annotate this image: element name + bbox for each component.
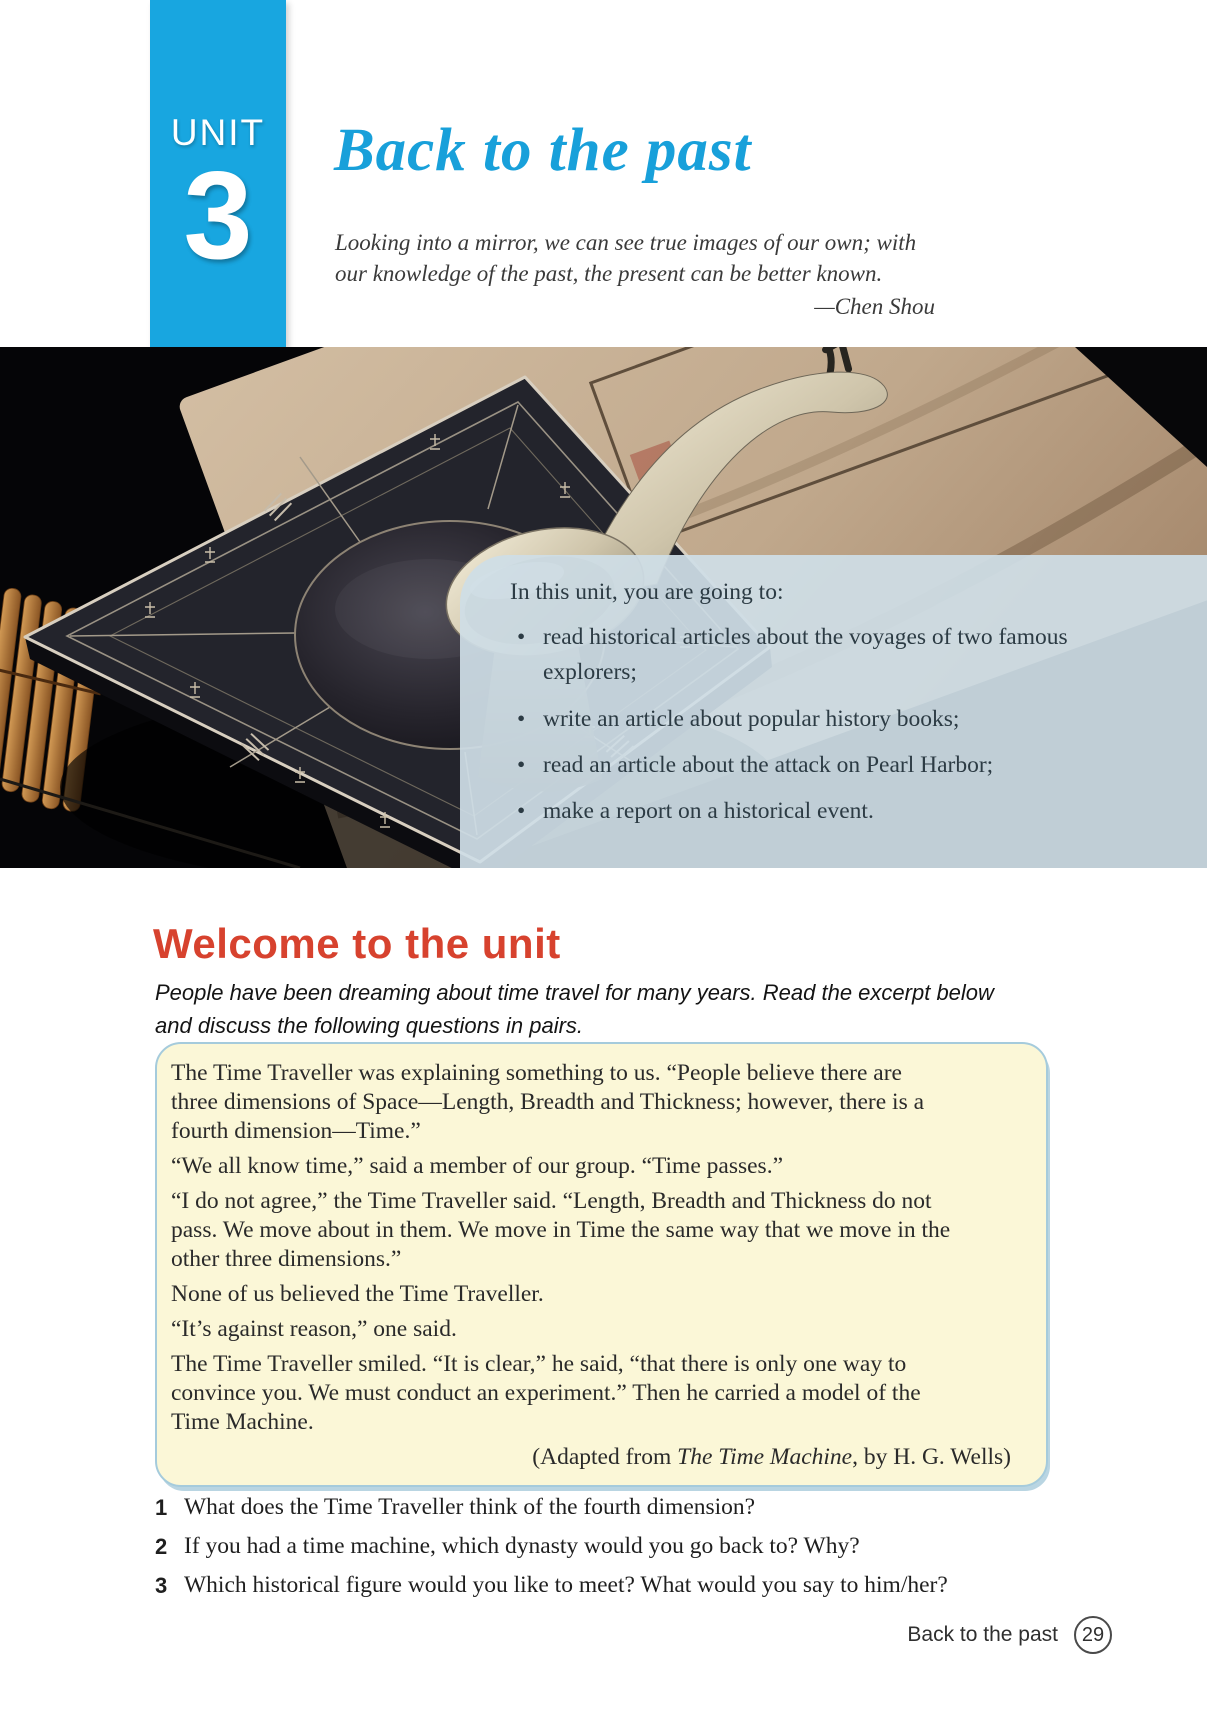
goal-item: • make a report on a historical event. xyxy=(510,794,1108,829)
credit-prefix: (Adapted from xyxy=(532,1444,678,1470)
excerpt-paragraph: The Time Traveller was explaining something to us. “People believe there are three dimensions of Space—Length, Breadth and Thickness; however, there is a fourth dimension—Time.” xyxy=(171,1060,925,1144)
goal-item: • read historical articles about the voyages of two famous explorers; xyxy=(510,620,1108,691)
question-row xyxy=(155,1531,1060,1562)
goals-list xyxy=(510,620,1179,829)
question-text: What does the Time Traveller think of the fourth dimension? xyxy=(184,1494,756,1520)
book-title: The Time Machine xyxy=(677,1444,853,1470)
quote-attribution: —Chen Shou xyxy=(814,294,935,320)
question-text: Which historical figure would you like to meet? What would you say to him/her? xyxy=(184,1572,948,1598)
excerpt-box xyxy=(155,1042,1048,1487)
goal-item: • read an article about the attack on Pearl Harbor; xyxy=(510,748,1108,783)
quote-text: Looking into a mirror, we can see true images of our own; with our knowledge of the past, the present can be better known. xyxy=(335,230,917,286)
question-number: 2 xyxy=(155,1534,168,1559)
page-title: Back to the past xyxy=(334,117,752,184)
unit-banner xyxy=(150,0,286,348)
section-intro: People have been dreaming about time travel for many years. Read the excerpt below and discuss the following questions in pairs. xyxy=(155,980,994,1038)
credit-suffix: , by H. G. Wells) xyxy=(852,1444,1011,1470)
excerpt-paragraph: The Time Traveller smiled. “It is clear,” he said, “that there is only one way to convince you. We must conduct an experiment.” Then he carried a model of the Time Machine. xyxy=(171,1351,921,1435)
goals-heading: In this unit, you are going to: xyxy=(510,579,784,605)
question-row xyxy=(155,1570,1060,1601)
excerpt-paragraph: None of us believed the Time Traveller. xyxy=(171,1281,544,1307)
unit-photo xyxy=(0,347,1207,868)
excerpt-credit xyxy=(171,1443,1011,1472)
question-text: If you had a time machine, which dynasty would you go back to? Why? xyxy=(184,1533,860,1559)
question-number: 1 xyxy=(155,1495,168,1520)
excerpt-paragraph: “We all know time,” said a member of our group. “Time passes.” xyxy=(171,1153,783,1179)
page-number-badge: 29 xyxy=(1074,1616,1112,1654)
question-row xyxy=(155,1492,1060,1523)
goal-item: • write an article about popular history books; xyxy=(510,702,1108,737)
footer-section-label: Back to the past xyxy=(907,1623,1058,1646)
unit-quote xyxy=(335,228,935,323)
excerpt-paragraph: “I do not agree,” the Time Traveller said. “Length, Breadth and Thickness do not pass. We move about in them. We move in Time the same way that we move in the other three dimensions.” xyxy=(171,1188,951,1272)
section-heading: Welcome to the unit xyxy=(153,920,561,967)
goals-box xyxy=(460,555,1207,868)
question-list xyxy=(155,1492,1060,1609)
unit-label: UNIT xyxy=(170,112,266,153)
unit-number: 3 xyxy=(183,147,253,285)
excerpt-paragraph: “It’s against reason,” one said. xyxy=(171,1316,457,1342)
page-footer xyxy=(907,1616,1112,1654)
question-number: 3 xyxy=(155,1573,168,1598)
